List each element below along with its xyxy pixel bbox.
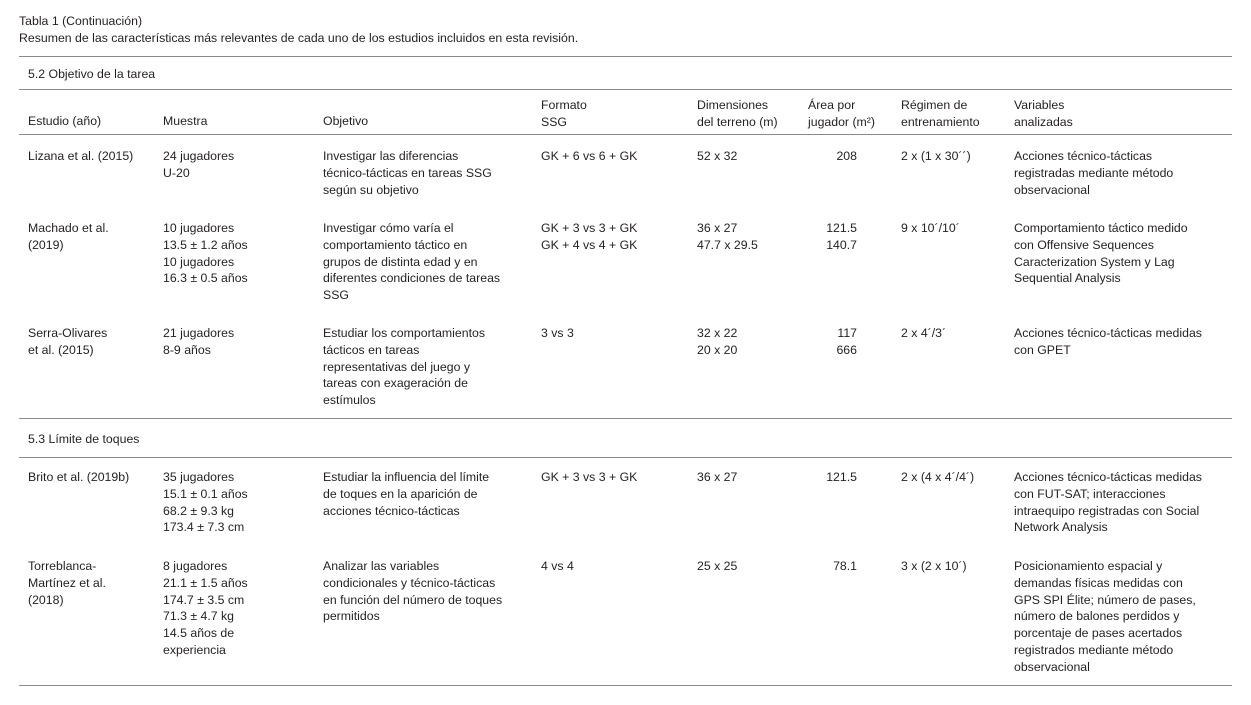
rule-bottom [19, 685, 1232, 686]
cell-formato [541, 148, 637, 165]
cell-line: estímulos [323, 393, 376, 408]
cell-muestra [163, 558, 248, 659]
header-dimensiones [697, 97, 778, 131]
cell-line: GK + 3 vs 3 + GK [541, 470, 638, 484]
cell-line: demandas físicas medidas con [1014, 575, 1183, 590]
cell-muestra [163, 148, 234, 182]
cell-line: intraequipo registradas con Social [1014, 503, 1200, 518]
cell-formato [541, 558, 574, 575]
cell-line: et al. (2015) [28, 342, 94, 357]
cell-line: 24 jugadores [163, 149, 235, 163]
cell-dimensiones [697, 469, 737, 486]
cell-line: Caracterization System y Lag [1014, 254, 1175, 269]
cell-line: 3 x (2 x 10´) [901, 559, 967, 573]
cell-line: 78.1 [833, 559, 857, 573]
cell-line: 20 x 20 [697, 342, 738, 357]
cell-line: 16.3 ± 0.5 años [163, 271, 248, 286]
cell-regimen [901, 469, 974, 486]
cell-area [836, 325, 857, 359]
header-area [808, 97, 875, 131]
cell-line: con FUT-SAT; interacciones [1014, 486, 1166, 501]
cell-line: 21 jugadores [163, 326, 235, 340]
cell-line: Estudiar la influencia del límite [323, 470, 490, 484]
cell-objetivo [323, 325, 485, 409]
cell-line: 25 x 25 [697, 559, 738, 573]
cell-line: Sequential Analysis [1014, 271, 1121, 286]
section-title: 5.3 Límite de toques [28, 432, 140, 446]
cell-estudio [28, 558, 106, 608]
cell-line: Torreblanca- [28, 559, 97, 573]
cell-objetivo [323, 469, 489, 519]
cell-line: 52 x 32 [697, 149, 738, 163]
cell-variables [1014, 220, 1188, 287]
cell-line: Martínez et al. [28, 575, 106, 590]
cell-line: Investigar las diferencias [323, 149, 459, 163]
header-line: del terreno (m) [697, 114, 778, 129]
cell-line: condicionales y técnico-tácticas [323, 575, 496, 590]
cell-line: 15.1 ± 0.1 años [163, 486, 248, 501]
cell-line: 174.7 ± 3.5 cm [163, 592, 245, 607]
cell-line: 68.2 ± 9.3 kg [163, 503, 235, 518]
header-line: Muestra [163, 114, 208, 128]
cell-line: 10 jugadores [163, 254, 235, 269]
table-title: Tabla 1 (Continuación) [19, 14, 143, 28]
rule-section [19, 89, 1232, 90]
cell-area [833, 558, 857, 575]
cell-line: 2 x 4´/3´ [901, 326, 947, 340]
header-line: Régimen de [901, 98, 968, 112]
cell-line: diferentes condiciones de tareas [323, 271, 501, 286]
cell-variables [1014, 148, 1173, 198]
cell-line: 36 x 27 [697, 221, 738, 235]
cell-line: Serra-Olivares [28, 326, 108, 340]
cell-line: experiencia [163, 642, 226, 657]
cell-line: permitidos [323, 609, 380, 624]
cell-line: (2019) [28, 237, 64, 252]
cell-line: 2 x (1 x 30´´) [901, 149, 971, 163]
cell-formato [541, 325, 574, 342]
cell-muestra [163, 325, 234, 359]
cell-muestra [163, 220, 248, 287]
cell-line: 4 vs 4 [541, 559, 574, 573]
cell-line: 2 x (4 x 4´/4´) [901, 470, 975, 484]
cell-line: GK + 6 vs 6 + GK [541, 149, 638, 163]
header-variables [1014, 97, 1073, 131]
cell-line: observacional [1014, 659, 1090, 674]
cell-line: número de balones perdidos y [1014, 609, 1180, 624]
cell-line: GK + 4 vs 4 + GK [541, 237, 638, 252]
cell-area [826, 469, 857, 486]
cell-line: en función del número de toques [323, 592, 503, 607]
cell-variables [1014, 469, 1202, 536]
cell-regimen [901, 220, 960, 237]
header-line: jugador (m²) [808, 114, 875, 129]
cell-line: 208 [836, 149, 857, 163]
cell-estudio [28, 148, 133, 165]
header-line: Estudio (año) [28, 114, 102, 128]
rule-section [19, 457, 1232, 458]
header-muestra [163, 113, 207, 130]
header-estudio [28, 113, 101, 130]
cell-line: Posicionamiento espacial y [1014, 559, 1163, 573]
cell-dimensiones [697, 558, 737, 575]
cell-line: (2018) [28, 592, 64, 607]
cell-line: Machado et al. [28, 221, 109, 235]
cell-line: comportamiento táctico en [323, 237, 468, 252]
cell-estudio [28, 220, 109, 254]
cell-line: GPS SPI Élite; número de pases, [1014, 592, 1196, 607]
cell-line: 36 x 27 [697, 470, 738, 484]
cell-line: Estudiar los comportamientos [323, 326, 485, 340]
header-regimen [901, 97, 980, 131]
cell-line: Brito et al. (2019b) [28, 470, 130, 484]
cell-line: según su objetivo [323, 182, 419, 197]
cell-line: con GPET [1014, 342, 1071, 357]
cell-line: 32 x 22 [697, 326, 738, 340]
cell-area [826, 220, 857, 254]
cell-line: Analizar las variables [323, 559, 440, 573]
header-line: Dimensiones [697, 98, 769, 112]
rule-header [19, 134, 1232, 135]
cell-variables [1014, 558, 1196, 676]
cell-dimensiones [697, 220, 758, 254]
cell-line: Investigar cómo varía el [323, 221, 454, 235]
cell-line: 117 [837, 326, 857, 340]
section-title: 5.2 Objetivo de la tarea [28, 67, 156, 81]
cell-line: 10 jugadores [163, 221, 235, 235]
cell-variables [1014, 325, 1202, 359]
cell-area [836, 148, 857, 165]
cell-regimen [901, 558, 967, 575]
cell-line: tácticos en tareas [323, 342, 420, 357]
cell-line: 8-9 años [163, 342, 211, 357]
cell-line: U-20 [163, 165, 190, 180]
cell-objetivo [323, 148, 492, 198]
table-caption [19, 13, 578, 47]
cell-formato [541, 220, 637, 254]
cell-objetivo [323, 558, 502, 625]
table-subtitle: Resumen de las características más relevantes de cada uno de los estudios incluidos en esta revisión. [19, 31, 579, 45]
cell-line: tareas con exageración de [323, 376, 468, 391]
cell-line: 121.5 [826, 470, 857, 484]
cell-line: 121.5 [826, 221, 857, 235]
cell-line: 666 [836, 342, 857, 357]
cell-formato [541, 469, 637, 486]
rule-section-end [19, 418, 1232, 419]
cell-line: técnico-tácticas en tareas SSG [323, 165, 492, 180]
cell-line: grupos de distinta edad y en [323, 254, 478, 269]
cell-line: con Offensive Sequences [1014, 237, 1154, 252]
cell-regimen [901, 325, 946, 342]
cell-dimensiones [697, 325, 737, 359]
cell-line: Comportamiento táctico medido [1014, 221, 1188, 235]
cell-line: de toques en la aparición de [323, 486, 478, 501]
cell-line: acciones técnico-tácticas [323, 503, 460, 518]
rule-top [19, 56, 1232, 57]
cell-line: Acciones técnico-tácticas medidas [1014, 470, 1202, 484]
cell-line: GK + 3 vs 3 + GK [541, 221, 638, 235]
cell-line: SSG [323, 288, 349, 303]
cell-line: representativas del juego y [323, 359, 470, 374]
cell-line: 14.5 años de [163, 626, 235, 641]
cell-estudio [28, 469, 129, 486]
cell-line: Acciones técnico-tácticas medidas [1014, 326, 1202, 340]
cell-line: 3 vs 3 [541, 326, 574, 340]
cell-regimen [901, 148, 971, 165]
cell-estudio [28, 325, 107, 359]
cell-muestra [163, 469, 248, 536]
cell-line: 8 jugadores [163, 559, 228, 573]
cell-line: 35 jugadores [163, 470, 235, 484]
cell-dimensiones [697, 148, 737, 165]
cell-line: porcentaje de pases acertados [1014, 626, 1183, 641]
header-line: Formato [541, 98, 587, 112]
header-line: Objetivo [323, 114, 369, 128]
header-line: analizadas [1014, 114, 1073, 129]
cell-line: registradas mediante método [1014, 165, 1174, 180]
header-line: SSG [541, 114, 567, 129]
cell-line: 71.3 ± 4.7 kg [163, 609, 235, 624]
cell-line: 173.4 ± 7.3 cm [163, 520, 245, 535]
cell-line: Lizana et al. (2015) [28, 149, 134, 163]
cell-line: 13.5 ± 1.2 años [163, 237, 248, 252]
header-formato [541, 97, 587, 131]
cell-line: observacional [1014, 182, 1090, 197]
cell-line: 21.1 ± 1.5 años [163, 575, 248, 590]
cell-line: Network Analysis [1014, 520, 1108, 535]
cell-line: 9 x 10´/10´ [901, 221, 960, 235]
header-objetivo [323, 113, 368, 130]
header-line: entrenamiento [901, 114, 980, 129]
header-line: Área por [808, 98, 856, 112]
cell-line: 140.7 [826, 237, 857, 252]
cell-line: 47.7 x 29.5 [697, 237, 758, 252]
cell-line: registrados mediante método [1014, 642, 1174, 657]
cell-line: Acciones técnico-tácticas [1014, 149, 1153, 163]
header-line: Variables [1014, 98, 1065, 112]
cell-objetivo [323, 220, 500, 304]
